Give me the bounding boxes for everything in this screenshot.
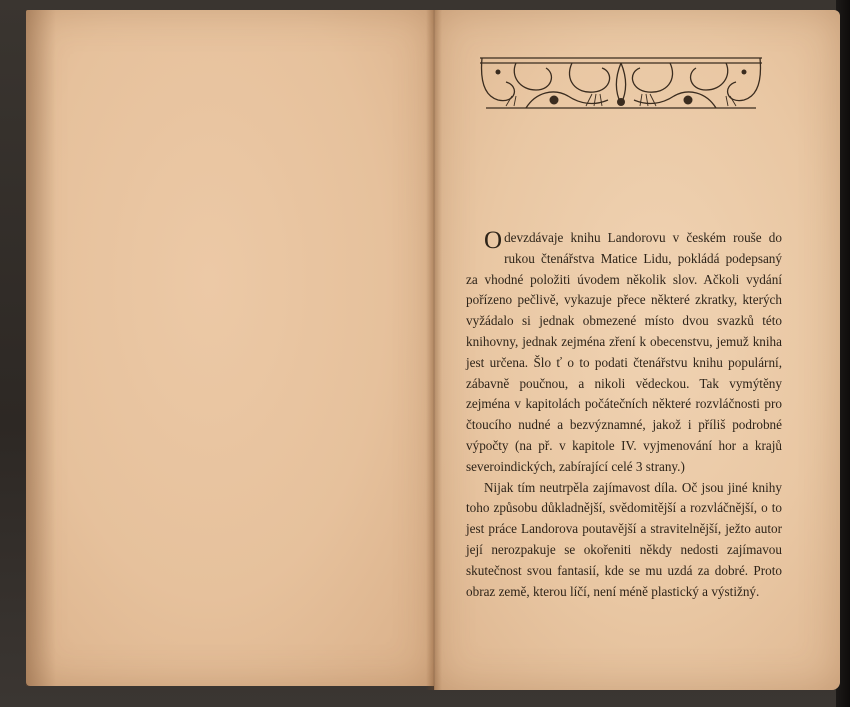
left-page	[26, 10, 434, 686]
drop-cap: O	[484, 227, 503, 254]
left-page-stain	[26, 10, 56, 686]
paragraph-1-text: devzdávaje knihu Landorovu v českém rouše do rukou čtenářstva Matice Lidu, pokládá podepsaný za vhodné položiti úvodem několik slov. Ačkoli vydání pořízeno pečlivě, vykazuje přece některé zkratky, kterých vyžádalo si jednak obmezené místo dvou svazků této knihovny, jednak zejména zření k obecenstvu, jemuž kniha jest určena. Šlo ť o to podati čtenářstvu knihu populární, zábavně poučnou, a nikoli vědeckou. Tak vymýtěny zejména v kapitolách počátečních některé rozvláčnosti pro čtoucího nudné a bezvýznamné, jakož i příliš podrobné výpočty (na př. v kapitole IV. vyjmenování hor a krajů severoindických, zabírající celé 3 strany.)	[466, 230, 782, 474]
floral-ornament-icon	[476, 50, 766, 112]
preface-text	[466, 228, 782, 602]
paragraph-2: Nijak tím neutrpěla zajímavost díla. Oč jsou jiné knihy toho způsobu důkladnější, svědomitější a rozvláčnější, o to jest práce Landorova poutavější a stravitelnější, ježto autor její nerozpakuje se okořeniti někdy nedosti zajímavou skutečnost svou fantasií, kde se mu uzdá za dobré. Proto obraz země, kterou líčí, není méně plastický a výstižný.	[466, 479, 782, 599]
book-gutter	[426, 10, 442, 690]
paragraph-1	[466, 228, 782, 478]
